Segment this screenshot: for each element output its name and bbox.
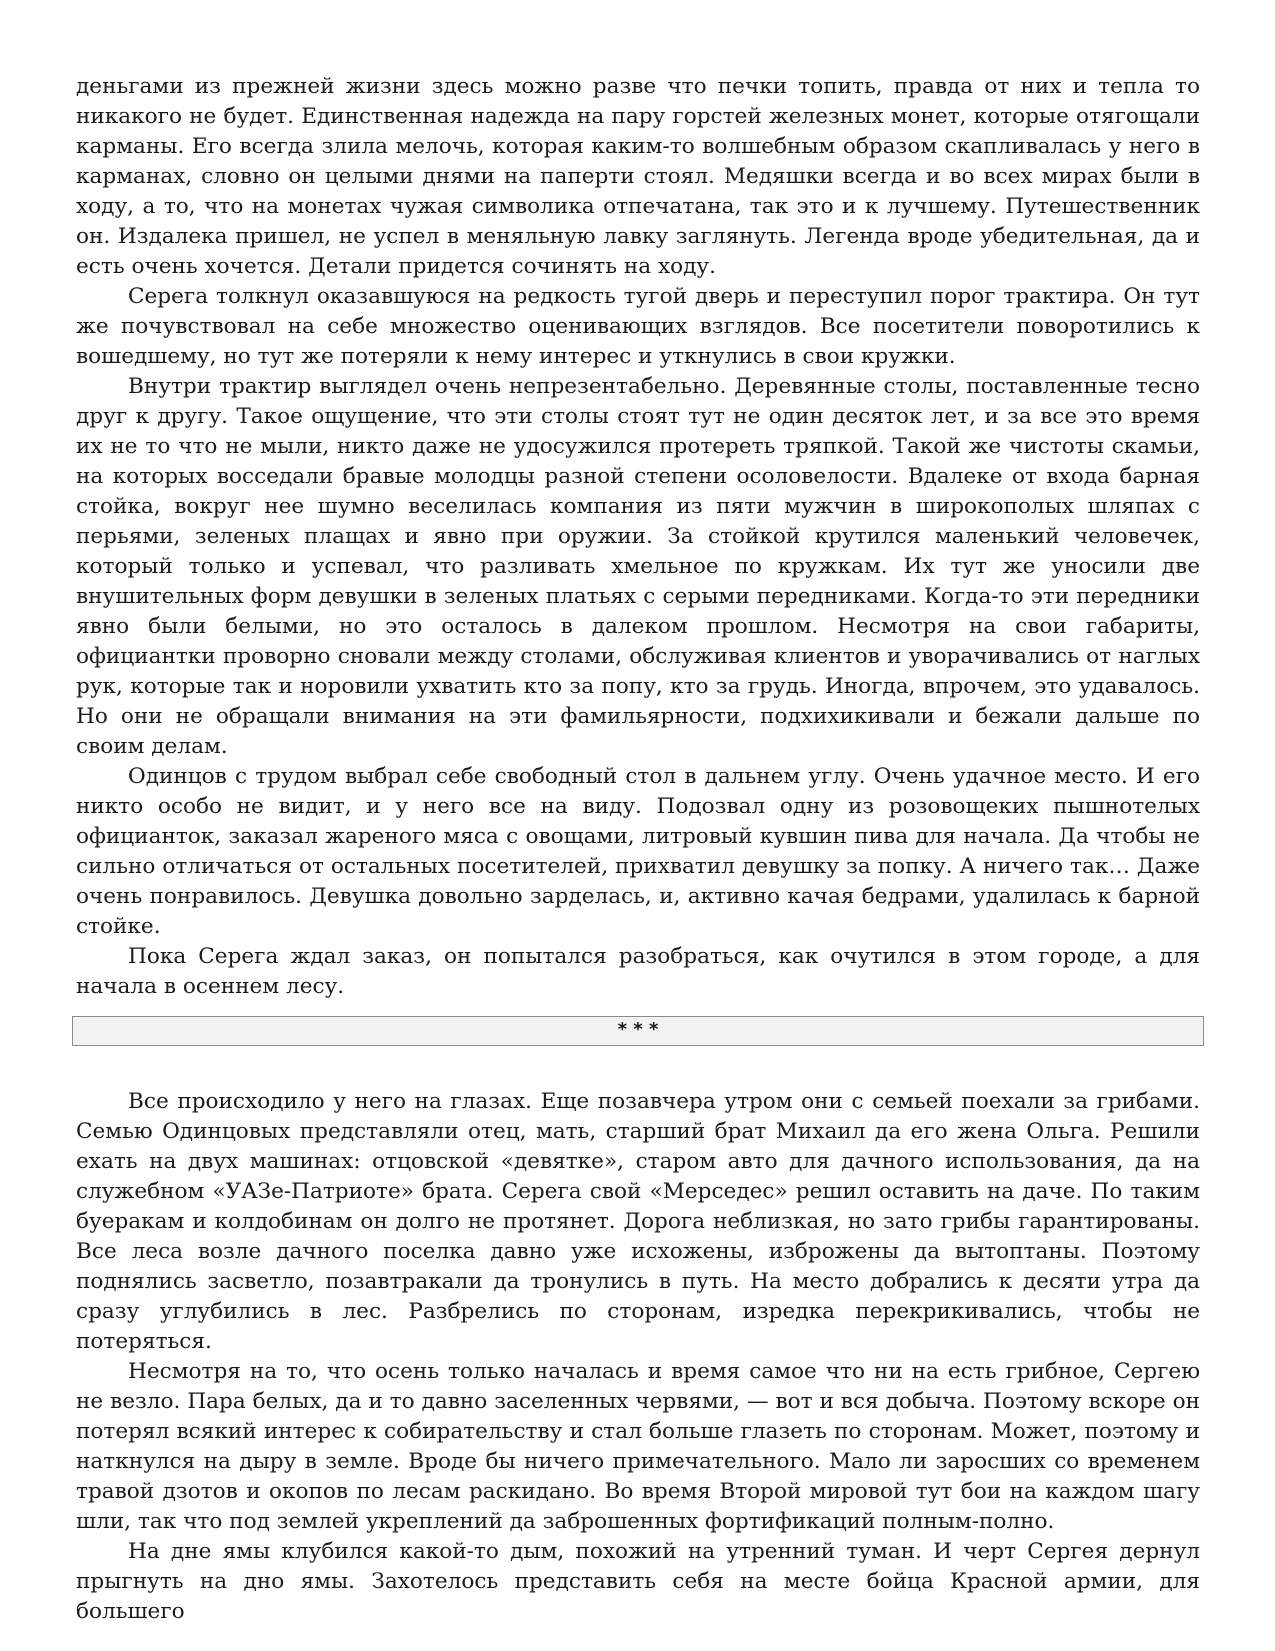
scene-break: * * * — [72, 1016, 1204, 1046]
paragraph-6: Все происходило у него на глазах. Еще позавчера утром они с семьей поехали за грибами. Семью Одинцовых представляли отец, мать, старший брат Михаил да его жена Ольга. Решили ехать на двух машинах: отцовской «девятке», старом авто для дачного использования, да на служебном «УАЗе-Патриоте» брата. Серега свой «Мерседес» решил оставить на даче. По таким буеракам и колдобинам он долго не протянет. Дорога неблизкая, но зато грибы гарантированы. Все леса возле дачного поселка давно уже исхожены, изброжены да вытоптаны. Поэтому поднялись засветло, позавтракали да тронулись в путь. На место добрались к десяти утра да сразу углубились в лес. Разбрелись по сторонам, изредка перекрикивались, чтобы не потеряться. — [76, 1089, 1200, 1354]
paragraph-4: Одинцов с трудом выбрал себе свободный стол в дальнем углу. Очень удачное место. И его никто особо не видит, и у него все на виду. Подозвал одну из розовощеких пышнотелых официанток, заказал жареного мяса с овощами, литровый кувшин пива для начала. Да чтобы не сильно отличаться от остальных посетителей, прихватил девушку за попку. А ничего так… Даже очень понравилось. Девушка довольно зарделась, и, активно качая бедрами, удалилась к барной стойке. — [76, 764, 1200, 939]
paragraph-8: На дне ямы клубился какой-то дым, похожий на утренний туман. И черт Сергея дернул прыгнуть на дно ямы. Захотелось представить себя на месте бойца Красной армии, для большего — [76, 1539, 1200, 1624]
section-1 — [76, 72, 1200, 1002]
section-2 — [76, 1087, 1200, 1627]
paragraph-3: Внутри трактир выглядел очень непрезентабельно. Деревянные столы, поставленные тесно друг к другу. Такое ощущение, что эти столы стоят тут не один десяток лет, и за все это время их не то что не мыли, никто даже не удосужился протереть тряпкой. Такой же чистоты скамьи, на которых восседали бравые молодцы разной степени осоловелости. Вдалеке от входа барная стойка, вокруг нее шумно веселилась компания из пяти мужчин в широкополых шляпах с перьями, зеленых плащах и явно при оружии. За стойкой крутился маленький человечек, который только и успевал, что разливать хмельное по кружкам. Их тут же уносили две внушительных форм девушки в зеленых платьях с серыми передниками. Когда-то эти передники явно были белыми, но это осталось в далеком прошлом. Несмотря на свои габариты, официантки проворно сновали между столами, обслуживая клиентов и уворачивались от наглых рук, которые так и норовили ухватить кто за попу, кто за грудь. Иногда, впрочем, это удавалось. Но они не обращали внимания на эти фамильярности, подхихикивали и бежали дальше по своим делам. — [76, 374, 1200, 759]
paragraph-1: деньгами из прежней жизни здесь можно разве что печки топить, правда от них и тепла то никакого не будет. Единственная надежда на пару горстей железных монет, которые отягощали карманы. Его всегда злила мелочь, которая каким-то волшебным образом скапливалась у него в карманах, словно он целыми днями на паперти стоял. Медяшки всегда и во всех мирах были в ходу, а то, что на монетах чужая символика отпечатана, так это и к лучшему. Путешественник он. Издалека пришел, не успел в меняльную лавку заглянуть. Легенда вроде убедительная, да и есть очень хочется. Детали придется сочинять на ходу. — [76, 74, 1200, 279]
paragraph-5: Пока Серега ждал заказ, он попытался разобраться, как очутился в этом городе, а для начала в осеннем лесу. — [76, 944, 1200, 999]
paragraph-2: Серега толкнул оказавшуюся на редкость тугой дверь и переступил порог трактира. Он тут же почувствовал на себе множество оценивающих взглядов. Все посетители поворотились к вошедшему, но тут же потеряли к нему интерес и уткнулись в свои кружки. — [76, 284, 1200, 369]
paragraph-7: Несмотря на то, что осень только началась и время самое что ни на есть грибное, Сергею не везло. Пара белых, да и то давно заселенных червями, — вот и вся добыча. Поэтому вскоре он потерял всякий интерес к собирательству и стал больше глазеть по сторонам. Может, поэтому и наткнулся на дыру в земле. Вроде бы ничего примечательного. Мало ли заросших со временем травой дзотов и окопов по лесам раскидано. Во время Второй мировой тут бои на каждом шагу шли, так что под землей укреплений да заброшенных фортификаций полным-полно. — [76, 1359, 1200, 1534]
